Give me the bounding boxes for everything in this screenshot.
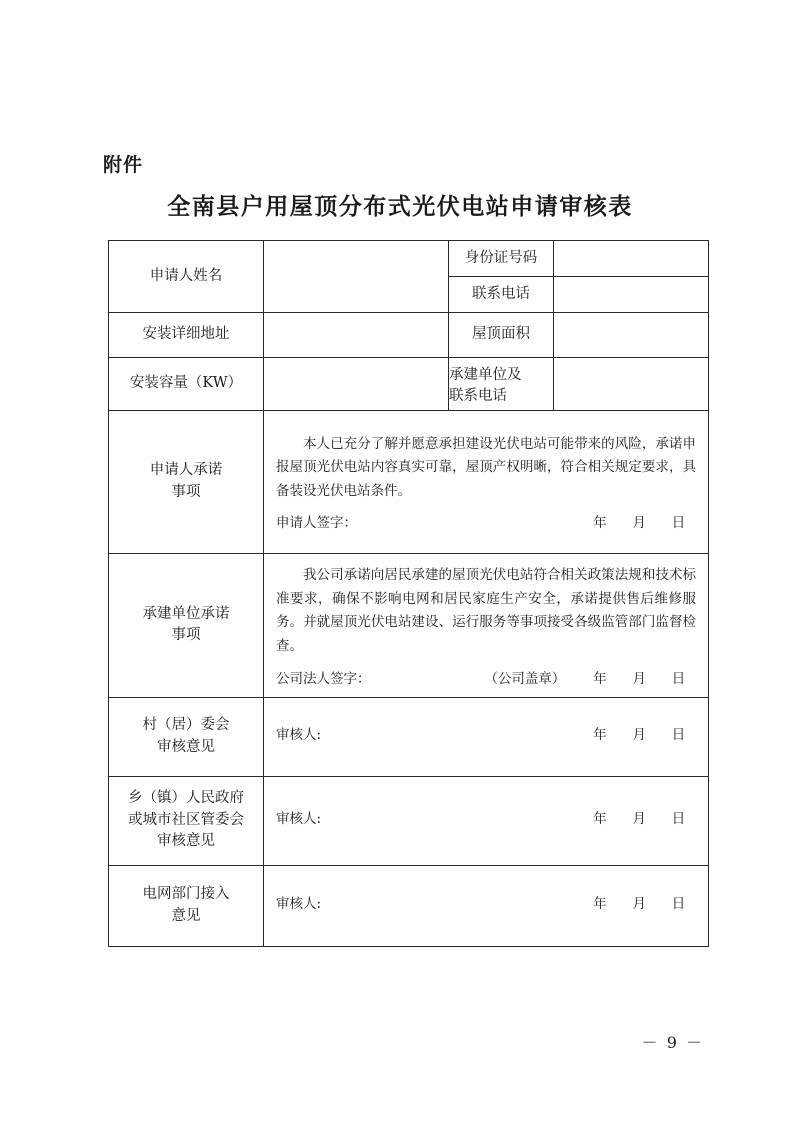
reviewer-label: 审核人: — [276, 895, 322, 912]
contractor-commitment-text: 我公司承诺向居民承建的屋顶光伏电站符合相关政策法规和技术标准要求，确保不影响电网和居民家庭生产安全，承诺提供售后维修服务。并就屋顶光伏电站建设、运行服务等事项接受各级监管部门监督检查。 — [276, 567, 696, 654]
table-row — [109, 358, 709, 411]
applicant-commitment-label-line1: 申请人承诺 — [149, 462, 223, 479]
page-title: 全南县户用屋顶分布式光伏电站申请审核表 — [167, 193, 633, 220]
applicant-name-field[interactable] — [264, 241, 449, 313]
applicant-commitment-cell — [264, 411, 709, 554]
date-year-label: 年 — [593, 515, 608, 532]
applicant-commitment-label — [109, 411, 264, 554]
village-reviewer-box — [264, 723, 708, 751]
applicant-date-group — [583, 511, 696, 531]
date-month-label: 月 — [632, 895, 647, 912]
date-day-label: 日 — [671, 810, 687, 827]
id-number-label: 身份证号码 — [449, 241, 554, 277]
grid-date-group — [583, 892, 696, 912]
date-month-label: 月 — [632, 726, 647, 743]
install-address-field[interactable] — [264, 313, 449, 358]
date-day-label: 日 — [671, 670, 687, 687]
contractor-commitment-label-line1: 承建单位承诺 — [142, 605, 230, 622]
village-committee-label — [109, 697, 264, 776]
attachment-label: 附件 — [103, 154, 144, 176]
grid-dept-label — [109, 865, 264, 946]
township-reviewer-box — [264, 807, 708, 835]
table-row — [109, 313, 709, 358]
reviewer-label: 审核人: — [276, 726, 322, 743]
contact-phone-label: 联系电话 — [449, 277, 554, 313]
grid-reviewer-row — [264, 892, 708, 920]
date-year-label: 年 — [593, 810, 608, 827]
contractor-commitment-label — [109, 554, 264, 698]
id-number-field[interactable] — [554, 241, 709, 277]
contractor-commitment-cell — [264, 554, 709, 698]
applicant-signature-label: 申请人签字： — [276, 515, 357, 532]
township-gov-label-line1: 乡（镇）人民政府 — [128, 789, 244, 806]
page-number: － 9 － — [641, 1033, 704, 1052]
date-month-label: 月 — [632, 515, 647, 532]
applicant-commitment-label-line2: 事项 — [171, 484, 201, 500]
township-gov-label-line3: 审核意见 — [157, 833, 215, 850]
township-gov-label — [109, 776, 264, 865]
roof-area-field[interactable] — [554, 313, 709, 358]
application-form-table — [108, 240, 709, 947]
applicant-commitment-text: 本人已充分了解并愿意承担建设光伏电站可能带来的风险，承诺申报屋顶光伏电站内容真实可靠，屋顶产权明晰，符合相关规定要求，具备装设光伏电站条件。 — [276, 435, 696, 499]
date-year-label: 年 — [593, 895, 608, 912]
date-day-label: 日 — [671, 515, 687, 532]
applicant-signature-row — [264, 507, 708, 541]
grid-dept-opinion-cell[interactable] — [264, 865, 709, 946]
village-reviewer-row — [264, 723, 708, 751]
grid-dept-label-line1: 电网部门接入 — [142, 885, 230, 902]
township-gov-label-line2: 或城市社区管委会 — [128, 811, 244, 828]
company-signature-label: 公司法人签字： — [276, 670, 371, 687]
date-day-label: 日 — [671, 895, 687, 912]
company-date-group — [583, 667, 696, 687]
grid-reviewer-box — [264, 892, 708, 920]
contractor-unit-field[interactable] — [554, 358, 709, 411]
applicant-name-label: 申请人姓名 — [109, 241, 264, 313]
date-month-label: 月 — [632, 670, 647, 687]
village-committee-label-line1: 村（居）委会 — [142, 716, 230, 733]
table-row — [109, 411, 709, 554]
company-seal-label: （公司盖章） — [484, 670, 566, 687]
date-year-label: 年 — [593, 670, 608, 687]
contact-phone-field[interactable] — [554, 277, 709, 313]
reviewer-label: 审核人: — [276, 810, 322, 827]
grid-dept-label-line2: 意见 — [171, 907, 201, 924]
table-row — [109, 241, 709, 277]
contractor-unit-label-line2: 联系电话 — [449, 388, 507, 404]
township-gov-opinion-cell[interactable] — [264, 776, 709, 865]
village-committee-opinion-cell[interactable] — [264, 697, 709, 776]
install-capacity-label: 安装容量（KW） — [109, 358, 264, 411]
village-date-group — [583, 723, 696, 743]
contractor-commitment-label-line2: 事项 — [171, 627, 201, 644]
village-committee-label-line2: 审核意见 — [157, 738, 215, 755]
install-address-label: 安装详细地址 — [109, 313, 264, 358]
contractor-unit-label-line1: 承建单位及 — [449, 367, 522, 383]
township-reviewer-row — [264, 807, 708, 835]
roof-area-label: 屋顶面积 — [449, 313, 554, 358]
table-row — [109, 776, 709, 865]
table-row — [109, 554, 709, 698]
table-row — [109, 865, 709, 946]
table-row — [109, 697, 709, 776]
date-month-label: 月 — [632, 810, 647, 827]
date-day-label: 日 — [671, 726, 687, 743]
date-year-label: 年 — [593, 726, 608, 743]
contractor-unit-label — [449, 358, 554, 411]
township-date-group — [583, 807, 696, 827]
install-capacity-field[interactable] — [264, 358, 449, 411]
company-signature-row — [264, 663, 708, 697]
